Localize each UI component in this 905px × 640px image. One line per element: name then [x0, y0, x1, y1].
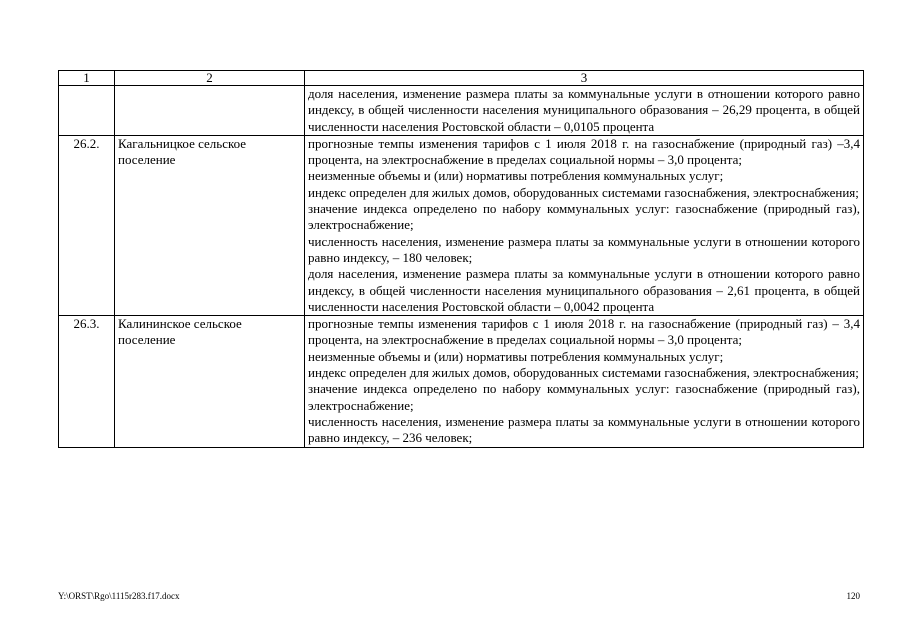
data-table: [58, 70, 864, 448]
table-row: [59, 135, 864, 315]
row-number: 26.2.: [59, 135, 115, 315]
description-paragraph: значение индекса определено по набору коммунальных услуг: газоснабжение (природный газ), электроснабжение;: [308, 381, 860, 413]
settlement-name: [115, 86, 305, 136]
description-paragraph: прогнозные темпы изменения тарифов с 1 июля 2018 г. на газоснабжение (природный газ) –3,4 процента, на электроснабжение в пределах социальной нормы – 3,0 процента;: [308, 135, 860, 168]
column-header-1: 1: [59, 71, 115, 86]
row-number: 26.3.: [59, 316, 115, 447]
description-paragraph: численность населения, изменение размера платы за коммунальные услуги в отношении которого равно индексу, – 180 человек;: [308, 233, 860, 265]
table-header-row: [59, 71, 864, 86]
page-number: 120: [846, 591, 860, 601]
description-paragraph: неизменные объемы и (или) нормативы потребления коммунальных услуг;: [308, 168, 724, 184]
description-paragraph: доля населения, изменение размера платы за коммунальные услуги в отношении которого равно индексу, в общей численности населения муниципального образования – 2,61 процента, в общей численности населения Ростовской области – 0,0042 процента: [308, 266, 860, 314]
description-paragraph: значение индекса определено по набору коммунальных услуг: газоснабжение (природный газ), электроснабжение;: [308, 201, 860, 233]
row-description: [305, 135, 864, 315]
description-paragraph: численность населения, изменение размера платы за коммунальные услуги в отношении которого равно индексу, – 236 человек;: [308, 413, 860, 446]
description-paragraph: индекс определен для жилых домов, оборудованных системами газоснабжения, электроснабжения;: [308, 365, 859, 381]
description-paragraph: прогнозные темпы изменения тарифов с 1 июля 2018 г. на газоснабжение (природный газ) – 3,4 процента, на электроснабжение в пределах социальной нормы – 3,0 процента;: [308, 316, 860, 348]
settlement-name: Калининское сельское поселение: [115, 316, 305, 447]
column-header-3: 3: [305, 71, 864, 86]
description-paragraph: неизменные объемы и (или) нормативы потребления коммунальных услуг;: [308, 348, 724, 364]
description-paragraph: индекс определен для жилых домов, оборудованных системами газоснабжения, электроснабжения;: [308, 184, 859, 200]
row-number: [59, 86, 115, 136]
footer-file-path: Y:\ORST\Rgo\1115r283.f17.docx: [58, 591, 180, 601]
table-row: [59, 86, 864, 136]
settlement-name: Кагальницкое сельское поселение: [115, 135, 305, 315]
column-header-2: 2: [115, 71, 305, 86]
description-paragraph: доля населения, изменение размера платы за коммунальные услуги в отношении которого равно индексу, в общей численности населения муниципального образования – 26,29 процента, в общей численности населения Ростовской области – 0,0105 процента: [308, 86, 860, 134]
table-row: [59, 316, 864, 447]
row-description: [305, 86, 864, 136]
row-description: [305, 316, 864, 447]
